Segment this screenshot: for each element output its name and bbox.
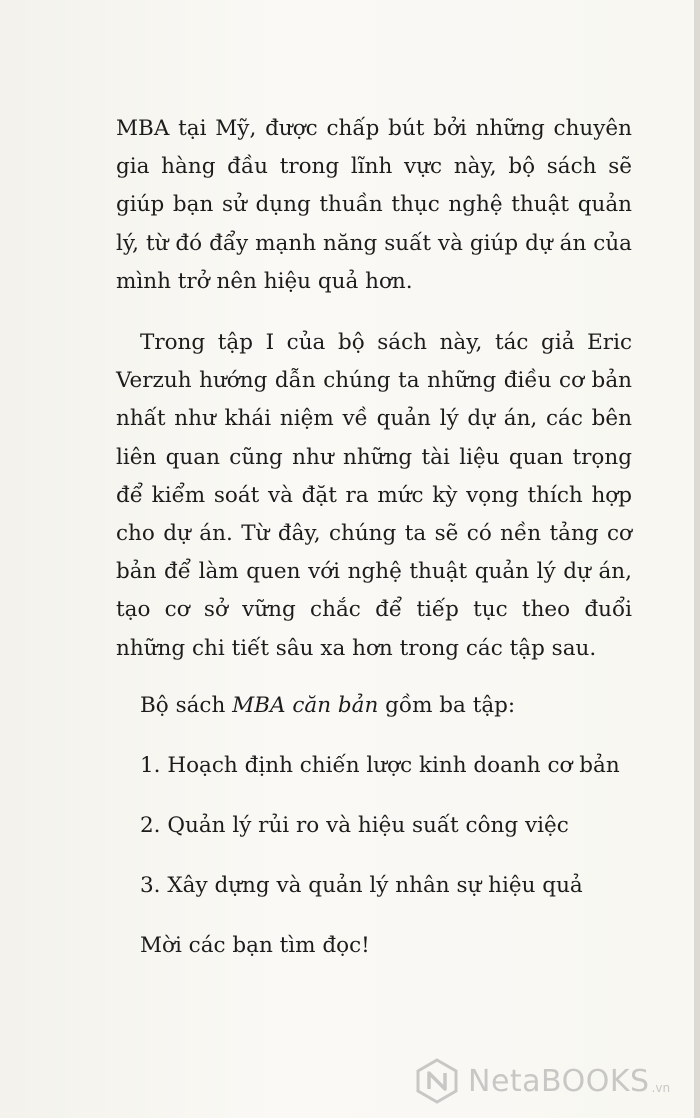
page-text-block: [116, 110, 632, 988]
volume-item-2: 2. Quản lý rủi ro và hiệu suất công việc: [140, 812, 569, 838]
volume-item-3: 3. Xây dựng và quản lý nhân sự hiệu quả: [140, 872, 583, 898]
paragraph-intro: MBA tại Mỹ, được chấp bút bởi những chuyên gia hàng đầu trong lĩnh vực này, bộ sách sẽ giúp bạn sử dụng thuần thục nghệ thuật quản lý, từ đó đẩy mạnh năng suất và giúp dự án của mình trở nên hiệu quả hơn.: [116, 116, 632, 294]
volume-item-1: 1. Hoạch định chiến lược kinh doanh cơ bản: [140, 752, 620, 778]
page-edge: [694, 0, 700, 1118]
watermark-suffix: .vn: [651, 1081, 671, 1095]
series-intro-line: [116, 688, 632, 724]
paragraph-volume-one: Trong tập I của bộ sách này, tác giả Eric Verzuh hướng dẫn chúng ta những điều cơ bản nhất như khái niệm về quản lý dự án, các bên liên quan cũng như những tài liệu quan trọng để kiểm soát và đặt ra mức kỳ vọng thích hợp cho dự án. Từ đây, chúng ta sẽ có nền tảng cơ bản để làm quen với nghệ thuật quản lý dự án, tạo cơ sở vững chắc để tiếp tục theo đuổi những chi tiết sâu xa hơn trong các tập sau.: [116, 330, 632, 661]
netabooks-watermark: [414, 1052, 670, 1110]
series-intro-after: gồm ba tập:: [378, 692, 516, 718]
watermark-brand: NetaBOOKS: [468, 1063, 650, 1099]
series-title: MBA căn bản: [232, 692, 379, 718]
closing-line: Mời các bạn tìm đọc!: [140, 932, 370, 958]
neta-logo-icon: [414, 1058, 460, 1104]
series-intro-before: Bộ sách: [140, 692, 233, 718]
